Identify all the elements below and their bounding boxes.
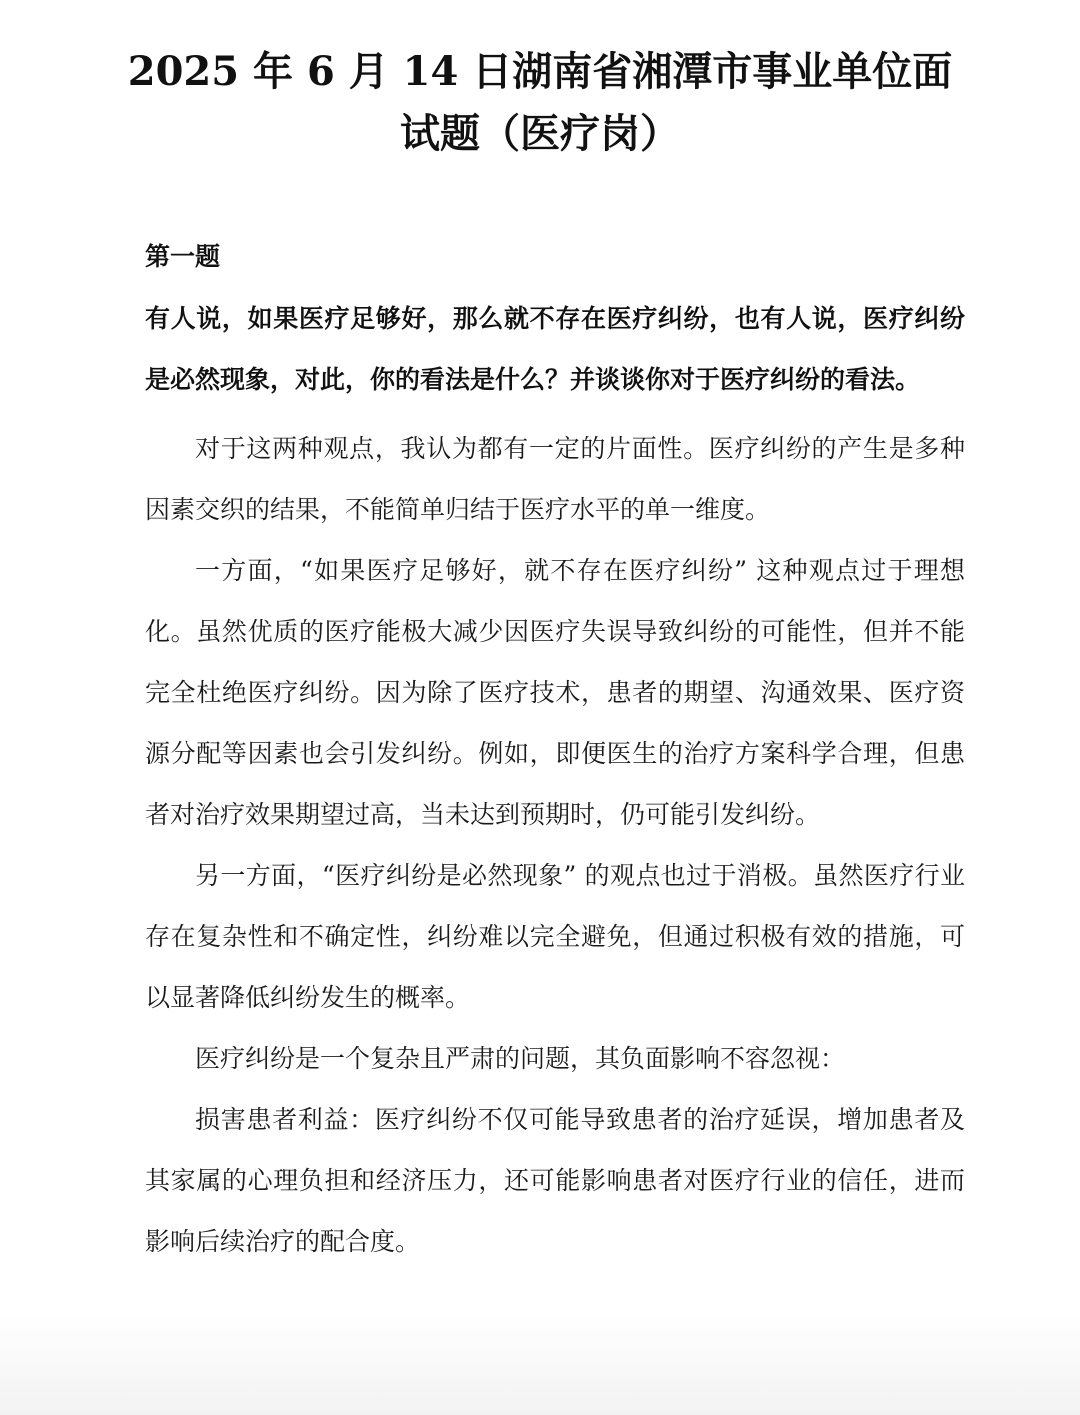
title-line-1: 2025 年 6 月 14 日湖南省湘潭市事业单位面 (127, 47, 953, 95)
paragraph-1: 对于这两种观点，我认为都有一定的片面性。医疗纠纷的产生是多种因素交织的结果，不能简单归结于医疗水平的单一维度。 (145, 434, 965, 524)
question-text: 有人说，如果医疗足够好，那么就不存在医疗纠纷，也有人说，医疗纠纷是必然现象，对此，你的看法是什么？并谈谈你对于医疗纠纷的看法。 (145, 304, 965, 394)
paragraph-3: 另一方面，“医疗纠纷是必然现象” 的观点也过于消极。虽然医疗行业存在复杂性和不确定性，纠纷难以完全避免，但通过积极有效的措施，可以显著降低纠纷发生的概率。 (145, 861, 965, 1012)
title-line-2: 试题（医疗岗） (400, 109, 680, 157)
paragraph-4: 医疗纠纷是一个复杂且严肃的问题，其负面影响不容忽视： (195, 1044, 846, 1073)
question-label: 第一题 (145, 242, 221, 271)
paragraph-2: 一方面，“如果医疗足够好，就不存在医疗纠纷” 这种观点过于理想化。虽然优质的医疗能极大减少因医疗失误导致纠纷的可能性，但并不能完全杜绝医疗纠纷。因为除了医疗技术，患者的期望、沟通效果、医疗资源分配等因素也会引发纠纷。例如，即便医生的治疗方案科学合理，但患者对治疗效果期望过高，当未达到预期时，仍可能引发纠纷。 (145, 556, 965, 829)
bottom-shade (0, 1315, 1080, 1415)
page-title (90, 41, 990, 165)
paragraph-5: 损害患者利益：医疗纠纷不仅可能导致患者的治疗延误，增加患者及其家属的心理负担和经济压力，还可能影响患者对医疗行业的信任，进而影响后续治疗的配合度。 (145, 1105, 965, 1256)
document-body (145, 232, 965, 1272)
